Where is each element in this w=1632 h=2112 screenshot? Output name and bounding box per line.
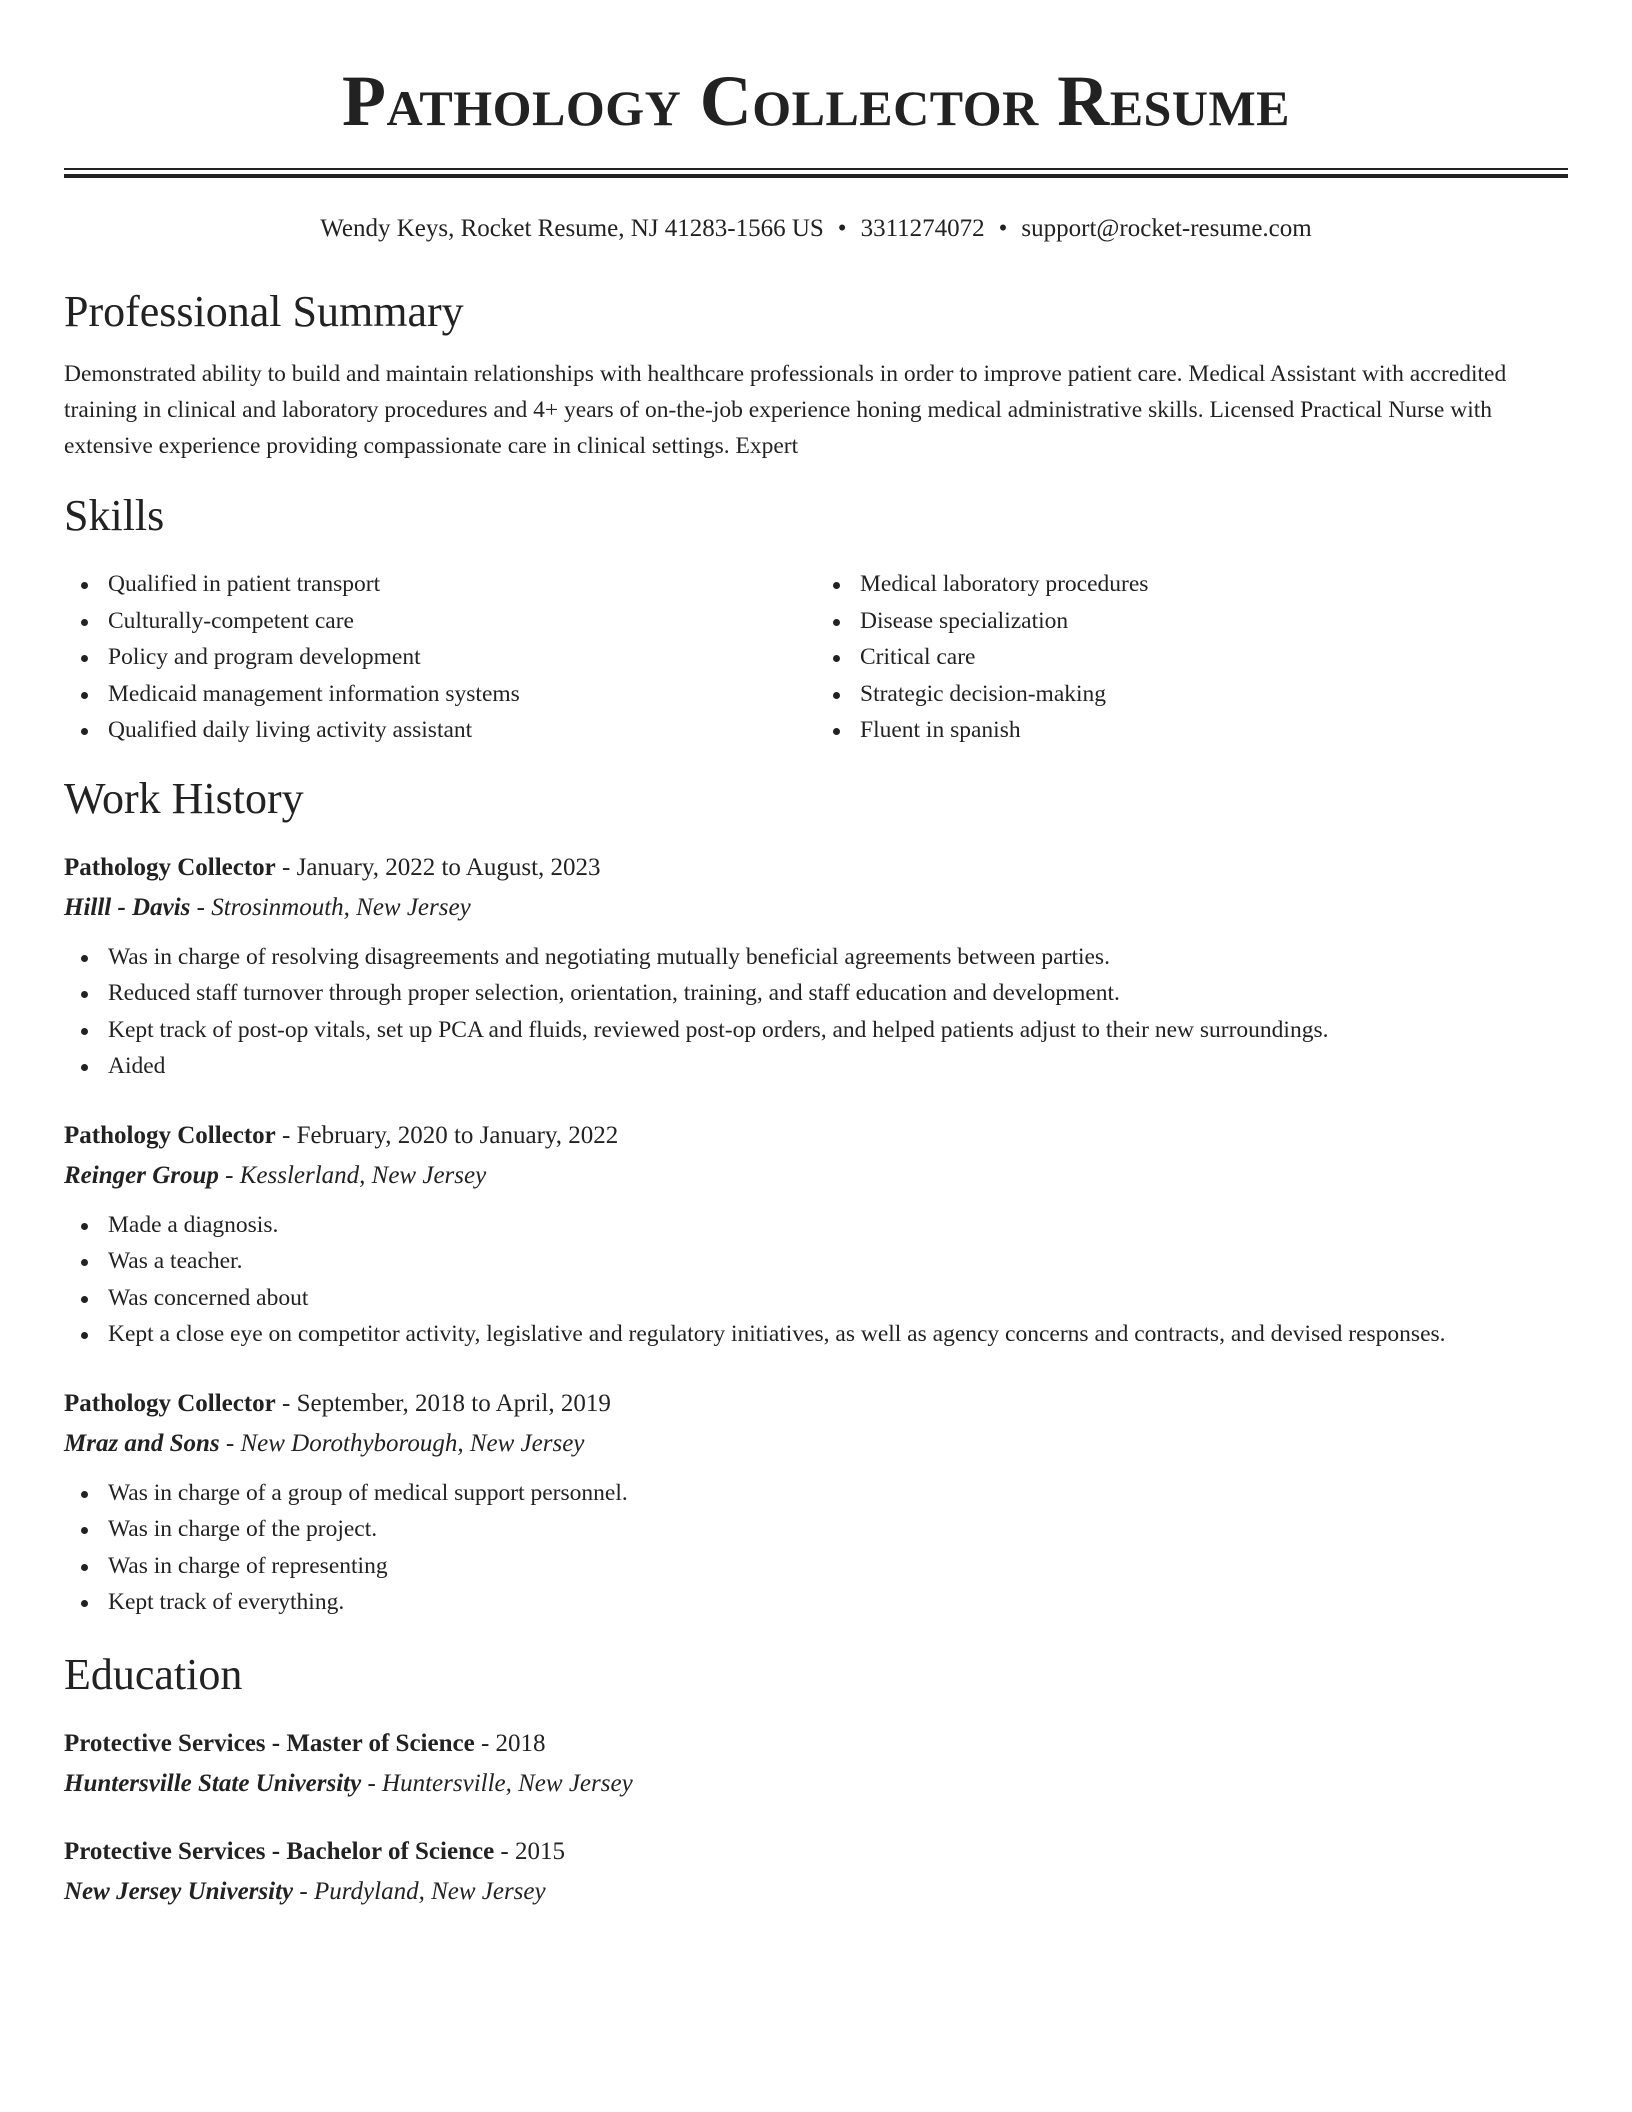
education-school-line [64, 1767, 1568, 1801]
contact-separator: • [837, 215, 847, 242]
contact-line [64, 214, 1568, 244]
education-degree: Protective Services - Master of Science [64, 1729, 475, 1757]
job-bullet: Was in charge of a group of medical support personnel. [64, 1475, 1568, 1512]
job-entry [64, 851, 1568, 1085]
page-title: Pathology Collector Resume [341, 61, 1291, 141]
skills-list-left [64, 566, 816, 749]
job-title-line [64, 851, 1568, 885]
skill-item: Qualified in patient transport [64, 566, 816, 603]
job-entry [64, 1387, 1568, 1621]
education-degree-line [64, 1727, 1568, 1761]
job-bullets [64, 1207, 1568, 1353]
contact-email: support@rocket-resume.com [1021, 215, 1312, 242]
job-title-line [64, 1387, 1568, 1421]
skill-item: Policy and program development [64, 639, 816, 676]
job-bullet: Made a diagnosis. [64, 1207, 1568, 1244]
job-dates: - September, 2018 to April, 2019 [275, 1389, 611, 1417]
job-company: Mraz and Sons [64, 1429, 220, 1457]
work-history-heading: Work History [64, 773, 304, 823]
skill-item: Disease specialization [816, 603, 1568, 640]
job-bullet: Was a teacher. [64, 1243, 1568, 1280]
skills-columns [64, 566, 1568, 749]
education-degree: Protective Services - Bachelor of Science [64, 1837, 495, 1865]
education-location: - Purdyland, New Jersey [293, 1877, 546, 1905]
skill-item: Culturally-competent care [64, 603, 816, 640]
skill-item: Qualified daily living activity assistant [64, 712, 816, 749]
job-bullet: Was in charge of resolving disagreements and negotiating mutually beneficial agreements between parties. [64, 939, 1568, 976]
job-bullets [64, 939, 1568, 1085]
skills-list-right [816, 566, 1568, 749]
skill-item: Medicaid management information systems [64, 676, 816, 713]
skill-item: Strategic decision-making [816, 676, 1568, 713]
job-role: Pathology Collector [64, 853, 276, 881]
job-bullet: Was concerned about [64, 1280, 1568, 1317]
education-degree-line [64, 1835, 1568, 1869]
education-year: - 2015 [494, 1837, 565, 1865]
job-bullet: Reduced staff turnover through proper selection, orientation, training, and staff education and development. [64, 975, 1568, 1012]
education-school: Huntersville State University [64, 1769, 362, 1797]
skill-item: Critical care [816, 639, 1568, 676]
job-title-line [64, 1119, 1568, 1153]
job-bullet: Kept track of everything. [64, 1584, 1568, 1621]
skill-item: Fluent in spanish [816, 712, 1568, 749]
skill-item: Medical laboratory procedures [816, 566, 1568, 603]
job-company-line [64, 1427, 1568, 1461]
job-bullet: Kept track of post-op vitals, set up PCA and fluids, reviewed post-op orders, and helped patients adjust to their new surroundings. [64, 1012, 1568, 1049]
job-location: - Kesslerland, New Jersey [218, 1161, 487, 1189]
job-company-line [64, 1159, 1568, 1193]
education-year: - 2018 [474, 1729, 546, 1757]
education-school-line [64, 1875, 1568, 1909]
job-location: - New Dorothyborough, New Jersey [219, 1429, 585, 1457]
summary-text: Demonstrated ability to build and maintain relationships with healthcare professionals in order to improve patient care. Medical Assistant with accredited training in clinical and laboratory procedures and 4+ years of on-the-job experience honing medical administrative skills. Licensed Practical Nurse with extensive experience providing compassionate care in clinical settings. Expert [64, 361, 1507, 459]
contact-address: Wendy Keys, Rocket Resume, NJ 41283-1566 US [320, 215, 824, 242]
job-company: Hilll - Davis [64, 893, 191, 921]
title-divider [64, 168, 1568, 178]
job-location: - Strosinmouth, New Jersey [190, 893, 471, 921]
education-school: New Jersey University [64, 1877, 294, 1905]
job-bullet: Was in charge of representing [64, 1548, 1568, 1585]
job-company: Reinger Group [64, 1161, 219, 1189]
job-dates: - January, 2022 to August, 2023 [275, 853, 601, 881]
job-bullet: Was in charge of the project. [64, 1511, 1568, 1548]
job-dates: - February, 2020 to January, 2022 [275, 1121, 619, 1149]
education-heading: Education [64, 1649, 243, 1699]
skills-heading: Skills [64, 491, 165, 540]
contact-phone: 3311274072 [860, 215, 985, 242]
job-role: Pathology Collector [64, 1389, 276, 1417]
job-role: Pathology Collector [64, 1121, 276, 1149]
job-entry [64, 1119, 1568, 1353]
job-bullet: Kept a close eye on competitor activity, legislative and regulatory initiatives, as well as agency concerns and contracts, and devised responses. [64, 1316, 1568, 1353]
education-location: - Huntersville, New Jersey [361, 1769, 633, 1797]
summary-heading: Professional Summary [64, 287, 464, 336]
job-bullets [64, 1475, 1568, 1621]
education-entry [64, 1727, 1568, 1801]
job-bullet: Aided [64, 1048, 1568, 1085]
education-entry [64, 1835, 1568, 1909]
job-company-line [64, 891, 1568, 925]
contact-separator: • [998, 215, 1008, 242]
